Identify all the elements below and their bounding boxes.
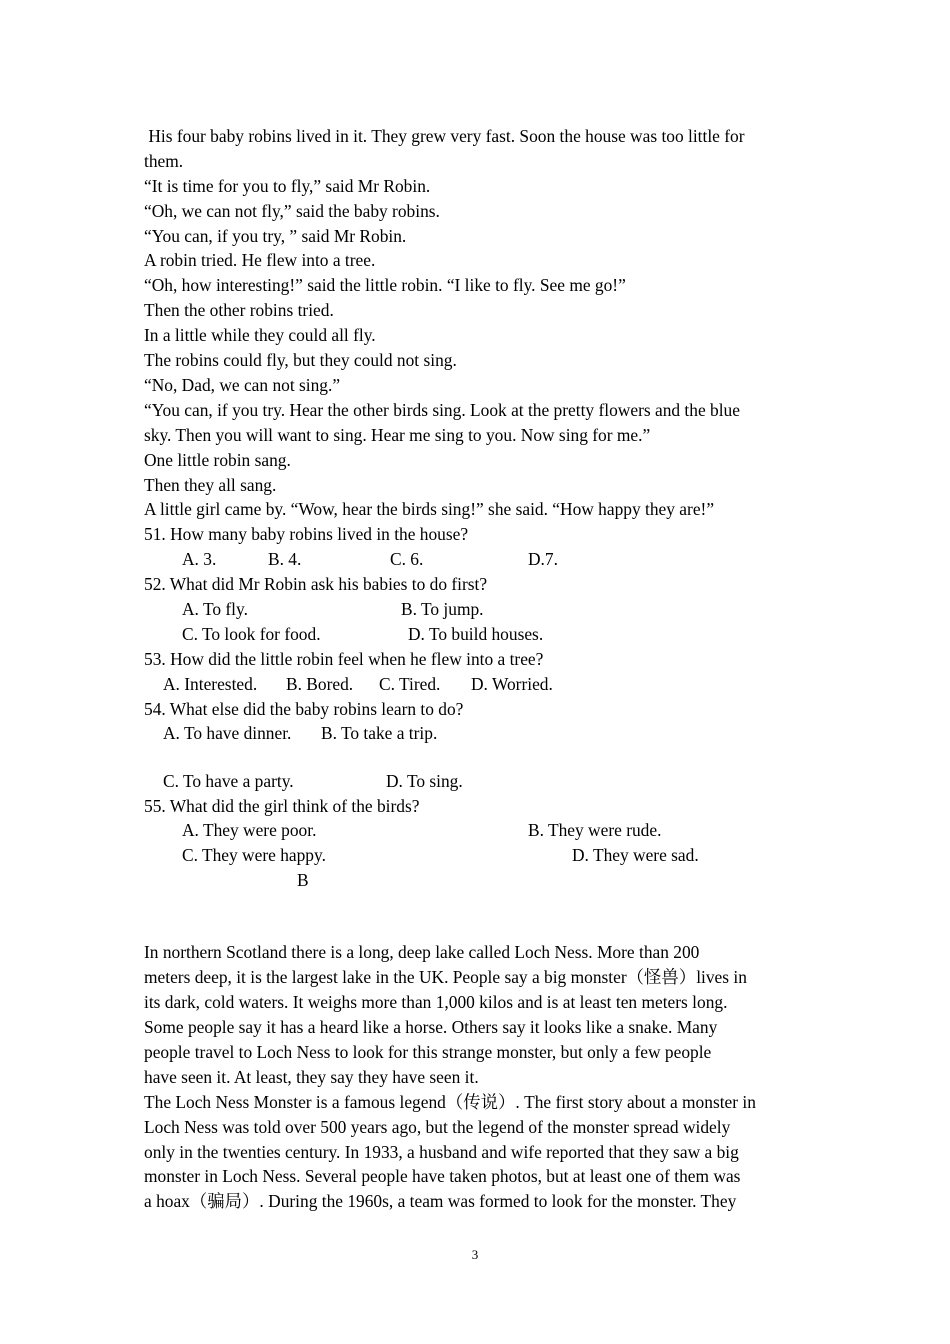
section-label: B [297, 870, 309, 890]
question-51-option-d: D.7. [528, 549, 558, 569]
question-55-option-d: D. They were sad. [572, 845, 699, 865]
question-55-stem: 55. What did the girl think of the birds? [144, 796, 420, 816]
passage-line: only in the twenties century. In 1933, a husband and wife reported that they saw a big [144, 1142, 739, 1162]
story-line: One little robin sang. [144, 450, 291, 470]
question-51-option-b: B. 4. [268, 549, 302, 569]
story-line: “You can, if you try. Hear the other birds sing. Look at the pretty flowers and the blue [144, 400, 740, 420]
passage-line: its dark, cold waters. It weighs more than 1,000 kilos and is at least ten meters long. [144, 992, 728, 1012]
question-54-option-b: B. To take a trip. [321, 723, 438, 743]
question-55-option-a: A. They were poor. [182, 820, 317, 840]
question-53-option-c: C. Tired. [379, 674, 441, 694]
question-54-option-c: C. To have a party. [163, 771, 294, 791]
question-54-stem: 54. What else did the baby robins learn to do? [144, 699, 464, 719]
story-line: “Oh, we can not fly,” said the baby robins. [144, 201, 440, 221]
question-52-option-a: A. To fly. [182, 599, 248, 619]
question-53-option-d: D. Worried. [471, 674, 553, 694]
passage-line: In northern Scotland there is a long, deep lake called Loch Ness. More than 200 [144, 942, 700, 962]
question-51-option-a: A. 3. [182, 549, 217, 569]
story-line: them. [144, 151, 184, 171]
story-line: His four baby robins lived in it. They grew very fast. Soon the house was too little for [144, 126, 745, 146]
question-52-option-d: D. To build houses. [408, 624, 544, 644]
question-55-option-b: B. They were rude. [528, 820, 662, 840]
story-line: “No, Dad, we can not sing.” [144, 375, 341, 395]
question-52-option-c: C. To look for food. [182, 624, 321, 644]
passage-line: monster in Loch Ness. Several people have taken photos, but at least one of them was [144, 1166, 741, 1186]
passage-line: meters deep, it is the largest lake in the UK. People say a big monster（怪兽）lives in [144, 967, 747, 987]
passage-line: The Loch Ness Monster is a famous legend（传说）. The first story about a monster in [144, 1092, 756, 1112]
story-line: A robin tried. He flew into a tree. [144, 250, 376, 270]
passage-line: have seen it. At least, they say they have seen it. [144, 1067, 479, 1087]
page-number: 3 [471, 1247, 479, 1262]
story-line: In a little while they could all fly. [144, 325, 376, 345]
story-line: Then they all sang. [144, 475, 277, 495]
question-52-option-b: B. To jump. [401, 599, 484, 619]
story-line: Then the other robins tried. [144, 300, 334, 320]
question-54-option-a: A. To have dinner. [163, 723, 292, 743]
story-line: “Oh, how interesting!” said the little robin. “I like to fly. See me go!” [144, 275, 626, 295]
passage-line: Loch Ness was told over 500 years ago, but the legend of the monster spread widely [144, 1117, 731, 1137]
question-52-stem: 52. What did Mr Robin ask his babies to do first? [144, 574, 488, 594]
question-54-option-d: D. To sing. [386, 771, 463, 791]
story-line: A little girl came by. “Wow, hear the birds sing!” she said. “How happy they are!” [144, 499, 715, 519]
question-53-stem: 53. How did the little robin feel when he flew into a tree? [144, 649, 544, 669]
question-51-option-c: C. 6. [390, 549, 424, 569]
passage-line: people travel to Loch Ness to look for this strange monster, but only a few people [144, 1042, 712, 1062]
question-55-option-c: C. They were happy. [182, 845, 326, 865]
story-line: “It is time for you to fly,” said Mr Robin. [144, 176, 431, 196]
passage-line: Some people say it has a heard like a horse. Others say it looks like a snake. Many [144, 1017, 718, 1037]
story-line: “You can, if you try, ” said Mr Robin. [144, 226, 407, 246]
story-line: The robins could fly, but they could not sing. [144, 350, 457, 370]
question-51-stem: 51. How many baby robins lived in the house? [144, 524, 469, 544]
passage-line: a hoax（骗局）. During the 1960s, a team was formed to look for the monster. They [144, 1191, 737, 1211]
story-line: sky. Then you will want to sing. Hear me sing to you. Now sing for me.” [144, 425, 651, 445]
question-53-option-a: A. Interested. [163, 674, 258, 694]
question-53-option-b: B. Bored. [286, 674, 354, 694]
